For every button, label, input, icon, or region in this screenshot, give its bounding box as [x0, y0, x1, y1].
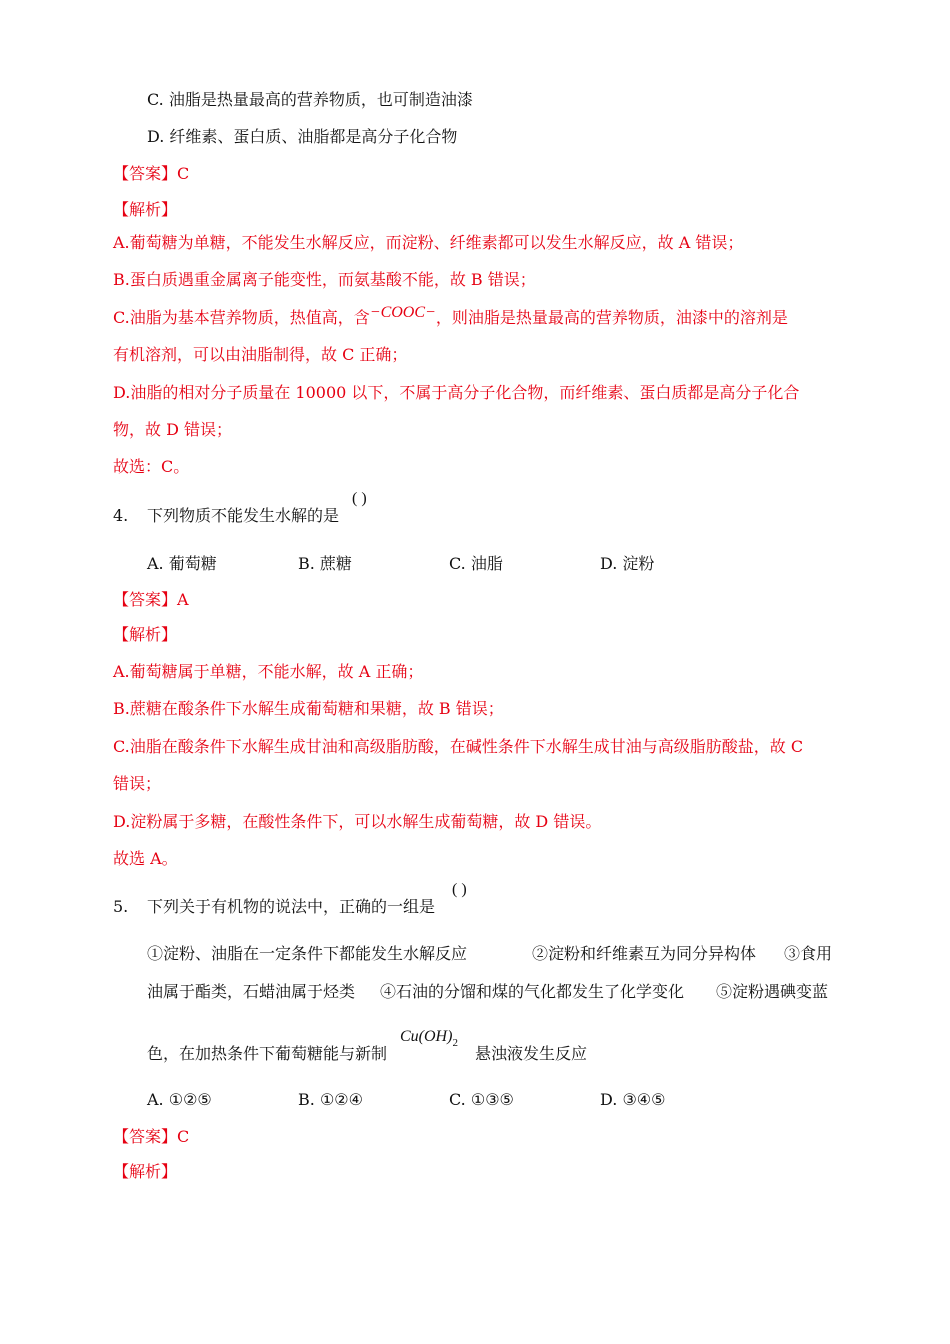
prev-analysis-label: 【解析】	[113, 200, 178, 219]
q5-analysis-label: 【解析】	[113, 1162, 178, 1181]
q5-statement-1: ①淀粉、油脂在一定条件下都能发生水解反应	[147, 944, 468, 963]
q5-statement-5-mid: 色，在加热条件下葡萄糖能与新制	[147, 1044, 388, 1063]
cu-oh2-main: Cu(OH)	[400, 1028, 453, 1045]
q4-option-d: D. 淀粉	[600, 554, 655, 573]
prev-option-d: D. 纤维素、蛋白质、油脂都是高分子化合物	[147, 127, 458, 146]
prev-option-c: C. 油脂是热量最高的营养物质，也可制造油漆	[147, 90, 473, 109]
q4-option-a: A. 葡萄糖	[147, 554, 217, 573]
prev-analysis-d-line2: 物，故 D 错误；	[113, 420, 233, 439]
q4-stem: 下列物质不能发生水解的是	[147, 506, 340, 525]
q5-answer: 【答案】C	[113, 1127, 190, 1146]
q5-stem: 下列关于有机物的说法中，正确的一组是	[147, 897, 436, 916]
cu-oh2-subscript: 2	[452, 1037, 458, 1049]
prev-analysis-d-line1: D.油脂的相对分子质量在 10000 以下，不属于高分子化合物，而纤维素、蛋白质都是高分子化合	[113, 383, 800, 402]
q5-statement-4: ④石油的分馏和煤的气化都发生了化学变化	[380, 982, 685, 1001]
q5-option-a-value: ①②⑤	[168, 1090, 212, 1109]
q4-number: 4.	[113, 506, 129, 525]
cooc-formula: −COOC−	[369, 304, 436, 321]
q4-analysis-d: D.淀粉属于多糖，在酸性条件下，可以水解生成葡萄糖，故 D 错误。	[113, 812, 602, 831]
q5-option-a	[147, 1090, 212, 1110]
q4-conclusion: 故选 A。	[113, 849, 178, 868]
q5-number: 5.	[113, 897, 129, 916]
q5-option-b-letter: B.	[298, 1090, 315, 1109]
q5-option-d-letter: D.	[600, 1090, 618, 1109]
q5-option-c-letter: C.	[449, 1090, 466, 1109]
q5-statement-3-start: ③食用	[784, 944, 833, 963]
q5-answer-blank: ( )	[452, 881, 467, 898]
q4-analysis-c-line1: C.油脂在酸条件下水解生成甘油和高级脂肪酸，在碱性条件下水解生成甘油与高级脂肪酸盐，故 C	[113, 737, 804, 756]
prev-analysis-c-part1: C.油脂为基本营养物质，热值高，含	[113, 308, 370, 327]
q5-statement-3-end: 油属于酯类，石蜡油属于烃类	[147, 982, 356, 1001]
prev-conclusion: 故选：C。	[113, 457, 190, 476]
q5-option-d	[600, 1090, 665, 1110]
prev-analysis-b: B.蛋白质遇重金属离子能变性，而氨基酸不能，故 B 错误；	[113, 270, 536, 289]
q4-option-b: B. 蔗糖	[298, 554, 352, 573]
q4-analysis-b: B.蔗糖在酸条件下水解生成葡萄糖和果糖，故 B 错误；	[113, 699, 504, 718]
prev-analysis-c-line2: 有机溶剂，可以由油脂制得，故 C 正确；	[113, 345, 408, 364]
q5-option-d-value: ③④⑤	[622, 1090, 666, 1109]
cu-oh2-formula	[400, 1027, 458, 1048]
prev-analysis-a: A.葡萄糖为单糖，不能发生水解反应，而淀粉、纤维素都可以发生水解反应，故 A 错误；	[113, 233, 744, 252]
q5-option-b	[298, 1090, 363, 1110]
q4-answer: 【答案】A	[113, 590, 189, 609]
q5-statement-5-start: ⑤淀粉遇碘变蓝	[716, 982, 829, 1001]
q4-analysis-label: 【解析】	[113, 625, 178, 644]
q4-analysis-a: A.葡萄糖属于单糖，不能水解，故 A 正确；	[113, 662, 424, 681]
q5-option-c-value: ①③⑤	[470, 1090, 514, 1109]
q4-option-c: C. 油脂	[449, 554, 503, 573]
q5-statement-5-end: 悬浊液发生反应	[475, 1044, 588, 1063]
prev-answer: 【答案】C	[113, 164, 190, 183]
q5-option-b-value: ①②④	[319, 1090, 363, 1109]
q4-analysis-c-line2: 错误；	[113, 774, 162, 793]
prev-analysis-c-part2: ，则油脂是热量最高的营养物质，油漆中的溶剂是	[435, 308, 788, 327]
q4-answer-blank: ( )	[352, 490, 367, 507]
q5-option-c	[449, 1090, 514, 1110]
q5-statement-2: ②淀粉和纤维素互为同分异构体	[532, 944, 757, 963]
q5-option-a-letter: A.	[147, 1090, 164, 1109]
prev-analysis-c-line1	[113, 304, 788, 329]
